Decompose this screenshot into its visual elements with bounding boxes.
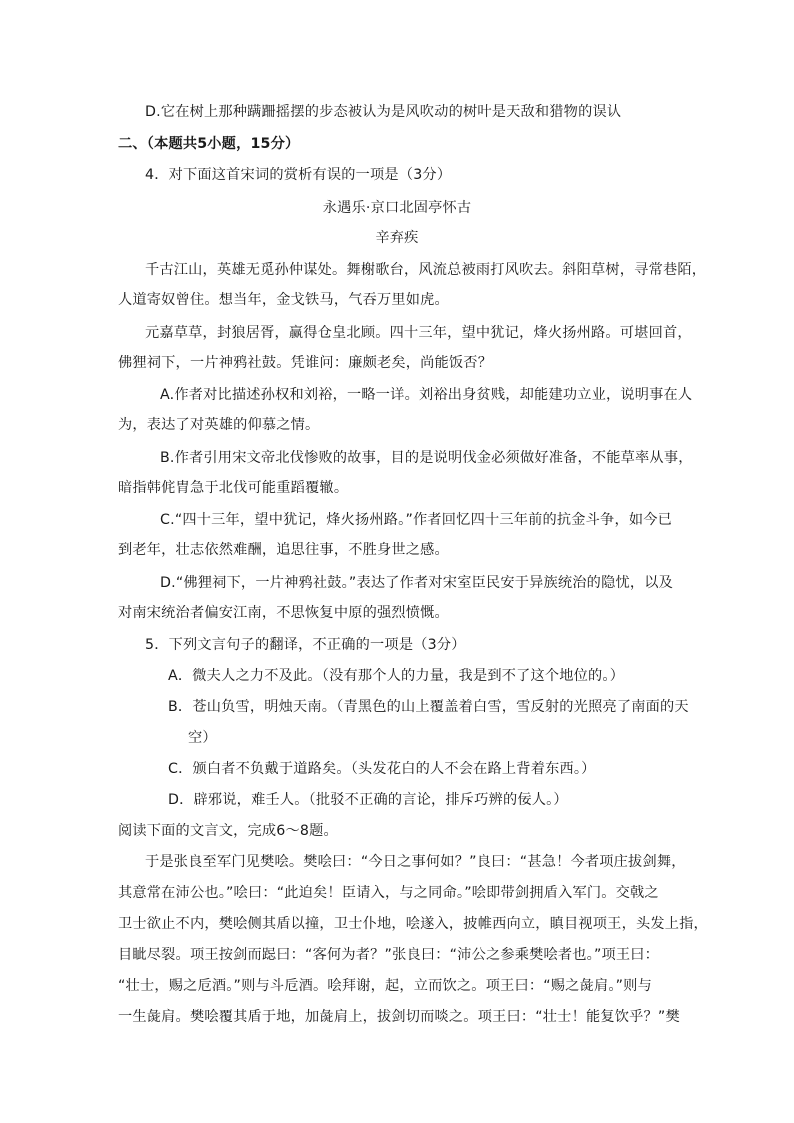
q4-option-a-cont: 为，表达了对英雄的仰慕之情。 xyxy=(118,417,320,433)
q4-option-a: A.作者对比描述孙权和刘裕，一略一详。刘裕出身贫贱，却能建功立业，说明事在人 xyxy=(160,387,693,403)
classical-text-line: 一生彘肩。樊哙覆其盾于地，加彘肩上，拔剑切而啖之。项王曰：“壮士！能复饮乎？”樊 xyxy=(118,1009,680,1025)
q4-option-d-cont: 对南宋统治者偏安江南，不思恢复中原的强烈愤慨。 xyxy=(118,605,449,621)
poem-author: 辛弃疾 xyxy=(375,230,419,246)
q5-option-d: D．辟邪说，难壬人。（批驳不正确的言论，排斥巧辨的佞人。） xyxy=(168,792,568,808)
q4-option-c: C.“四十三年，望中犹记，烽火扬州路。”作者回忆四十三年前的抗金斗争，如今已 xyxy=(160,512,672,528)
q5-option-b-cont: 空） xyxy=(188,730,217,746)
section-two-heading: 二、（本题共5小题，15分） xyxy=(118,136,300,152)
question-4-prompt: 4．对下面这首宋词的赏析有误的一项是（3分） xyxy=(145,167,452,183)
q4-option-c-cont: 到老年，壮志依然难酬，追思往事，不胜身世之感。 xyxy=(118,542,449,558)
classical-text-line: 其意常在沛公也。”哙曰：“此迫矣！臣请入，与之同命。”哙即带剑拥盾入军门。交戟之 xyxy=(118,885,659,901)
classical-text-line: 卫士欲止不内，樊哙侧其盾以撞，卫士仆地，哙遂入，披帷西向立，瞋目视项王，头发上指， xyxy=(118,916,708,932)
q4-option-b: B.作者引用宋文帝北伐惨败的故事，目的是说明伐金必须做好准备，不能草率从事， xyxy=(160,450,693,466)
classical-text-line: 目眦尽裂。项王按剑而跽曰：“客何为者？”张良曰：“沛公之参乘樊哙者也。”项王曰： xyxy=(118,947,660,963)
q4-option-b-cont: 暗指韩侂胄急于北伐可能重蹈覆辙。 xyxy=(118,480,349,496)
q5-option-b: B．苍山负雪，明烛天南。（青黑色的山上覆盖着白雪，雪反射的光照亮了南面的天 xyxy=(168,699,689,715)
q4-option-d: D.“佛狸祠下，一片神鸦社鼓。”表达了作者对宋室臣民安于异族统治的隐忧，以及 xyxy=(160,575,674,591)
poem-title: 永遇乐·京口北固亭怀古 xyxy=(322,200,472,216)
poem-text-line: 元嘉草草，封狼居胥，赢得仓皇北顾。四十三年，望中犹记，烽火扬州路。可堪回首， xyxy=(145,325,692,341)
q3-option-d-text: D.它在树上那种蹒跚摇摆的步态被认为是风吹动的树叶是天敌和猎物的误认 xyxy=(145,104,622,120)
poem-text-line: 佛狸祠下，一片神鸦社鼓。凭谁问：廉颇老矣，尚能饭否？ xyxy=(118,355,493,371)
reading-instruction: 阅读下面的文言文，完成6～8题。 xyxy=(118,823,338,839)
poem-text-line: 人道寄奴曾住。想当年，金戈铁马，气吞万里如虎。 xyxy=(118,292,449,308)
classical-text-line: “壮士，赐之卮酒。”则与斗卮酒。哙拜谢，起，立而饮之。项王曰：“赐之彘肩。”则与 xyxy=(118,978,652,994)
question-5-prompt: 5．下列文言句子的翻译，不正确的一项是（3分） xyxy=(145,637,466,653)
q5-option-c: C．颁白者不负戴于道路矣。（头发花白的人不会在路上背着东西。） xyxy=(168,761,596,777)
classical-text-line: 于是张良至军门见樊哙。樊哙曰：“今日之事何如？”良曰：“甚急！今者项庄拔剑舞， xyxy=(145,854,686,870)
poem-text-line: 千古江山，英雄无觅孙仲谋处。舞榭歌台，风流总被雨打风吹去。斜阳草树，寻常巷陌， xyxy=(145,262,707,278)
q5-option-a: A．微夫人之力不及此。（没有那个人的力量，我是到不了这个地位的。） xyxy=(168,668,625,684)
